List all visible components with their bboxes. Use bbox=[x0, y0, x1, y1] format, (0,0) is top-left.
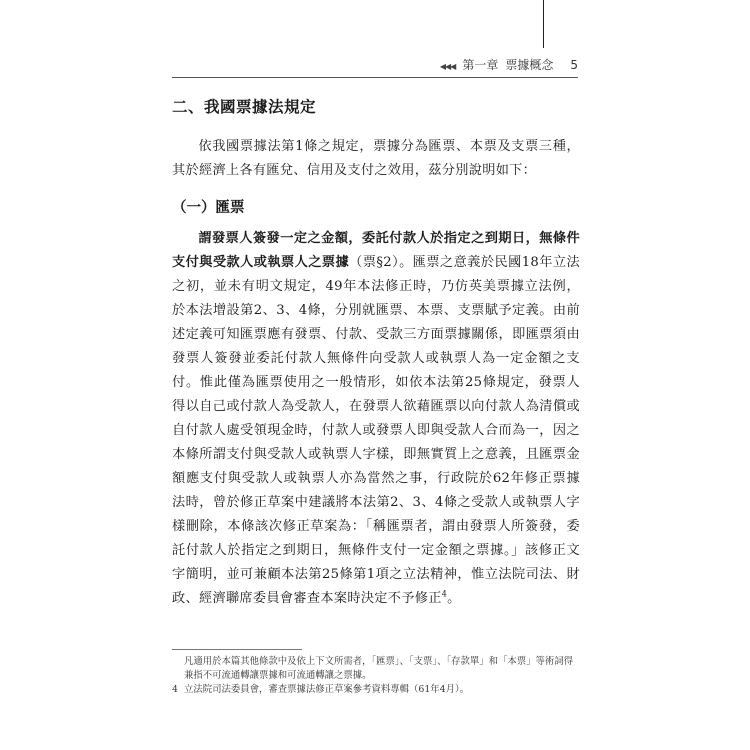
intro-paragraph: 依我國票據法第1條之規定，票據分為匯票、本票及支票三種，其於經濟上各有匯兌、信用及支付之效用，茲分別說明如下： bbox=[172, 139, 580, 178]
definition-paragraph bbox=[172, 227, 580, 611]
footnotes bbox=[172, 655, 582, 697]
definition-body: 。匯票之意義於民國18年立法之初，並未有明文規定，49年本法修正時，乃仿英美票據立法例，於本法增設第2、3、4條，分別就匯票、本票、支票賦予定義。由前述定義可知匯票應有發票、付款、受款三方面票據關係，即匯票須由發票人簽發並委託付款人無條件向受款人或執票人為一定金額之支付。惟此僅為匯票使用之一般情形，如依本法第25條規定，發票人得以自己或付款人為受款人，在發票人欲藉匯票以向付款人為清償或自付款人處受領現金時，付款人或發票人即與受款人合而為一，因之本條所謂支付與受款人或執票人字樣，即無實質上之意義，且匯票金額應支付與受款人或執票人亦為當然之事，行政院於62年修正票據法時，曾於修正草案中建議將本法第2、3、4條之受款人或執票人字樣刪除，本條該次修正草案為：「稱匯票者，謂由發票人所簽發，委託付款人於指定之到期日，無條件支付一定金額之票據。」該修正文字簡明，並可兼顧本法第25條第1項之立法精神，惟立法院司法、財政、經濟聯席委員會審查本案時決定不予修正 bbox=[172, 255, 580, 606]
running-header bbox=[440, 56, 578, 73]
header-rule bbox=[172, 77, 578, 78]
footnote-text: 立法院司法委員會，審查票據法修正草案參考資料專輯（61年4月）。 bbox=[184, 684, 470, 695]
section-title: 二、我國票據法規定 bbox=[172, 98, 317, 116]
footnote-item bbox=[172, 683, 582, 697]
definition-bold-text: 謂發票人簽發一定之金額，委託付款人於指定之到期日，無條件支付與受款人或執票人之票據 bbox=[172, 231, 580, 270]
triangle-marker-icon: ◀◀◀ bbox=[439, 62, 456, 71]
footnote-number: 4 bbox=[172, 684, 178, 695]
footnote-rule bbox=[172, 649, 302, 650]
footnote-text: 凡適用於本篇其他條款中及依上下文所需者，「匯票」、「支票」、「存款單」和「本票」等術詞得兼指不可流通轉讓票據和可流通轉讓之票據。 bbox=[184, 656, 574, 681]
footnote-reference: 4 bbox=[441, 589, 448, 599]
page-body bbox=[172, 95, 580, 611]
footnote-item bbox=[172, 655, 582, 683]
definition-reference: （票§2） bbox=[349, 255, 400, 270]
chapter-label: 第一章 bbox=[462, 58, 499, 72]
definition-end: 。 bbox=[447, 591, 461, 606]
crop-mark bbox=[543, 0, 544, 48]
chapter-title: 票據概念 bbox=[505, 58, 554, 72]
subsection-title: （一）匯票 bbox=[172, 200, 245, 216]
page-number: 5 bbox=[570, 58, 578, 72]
